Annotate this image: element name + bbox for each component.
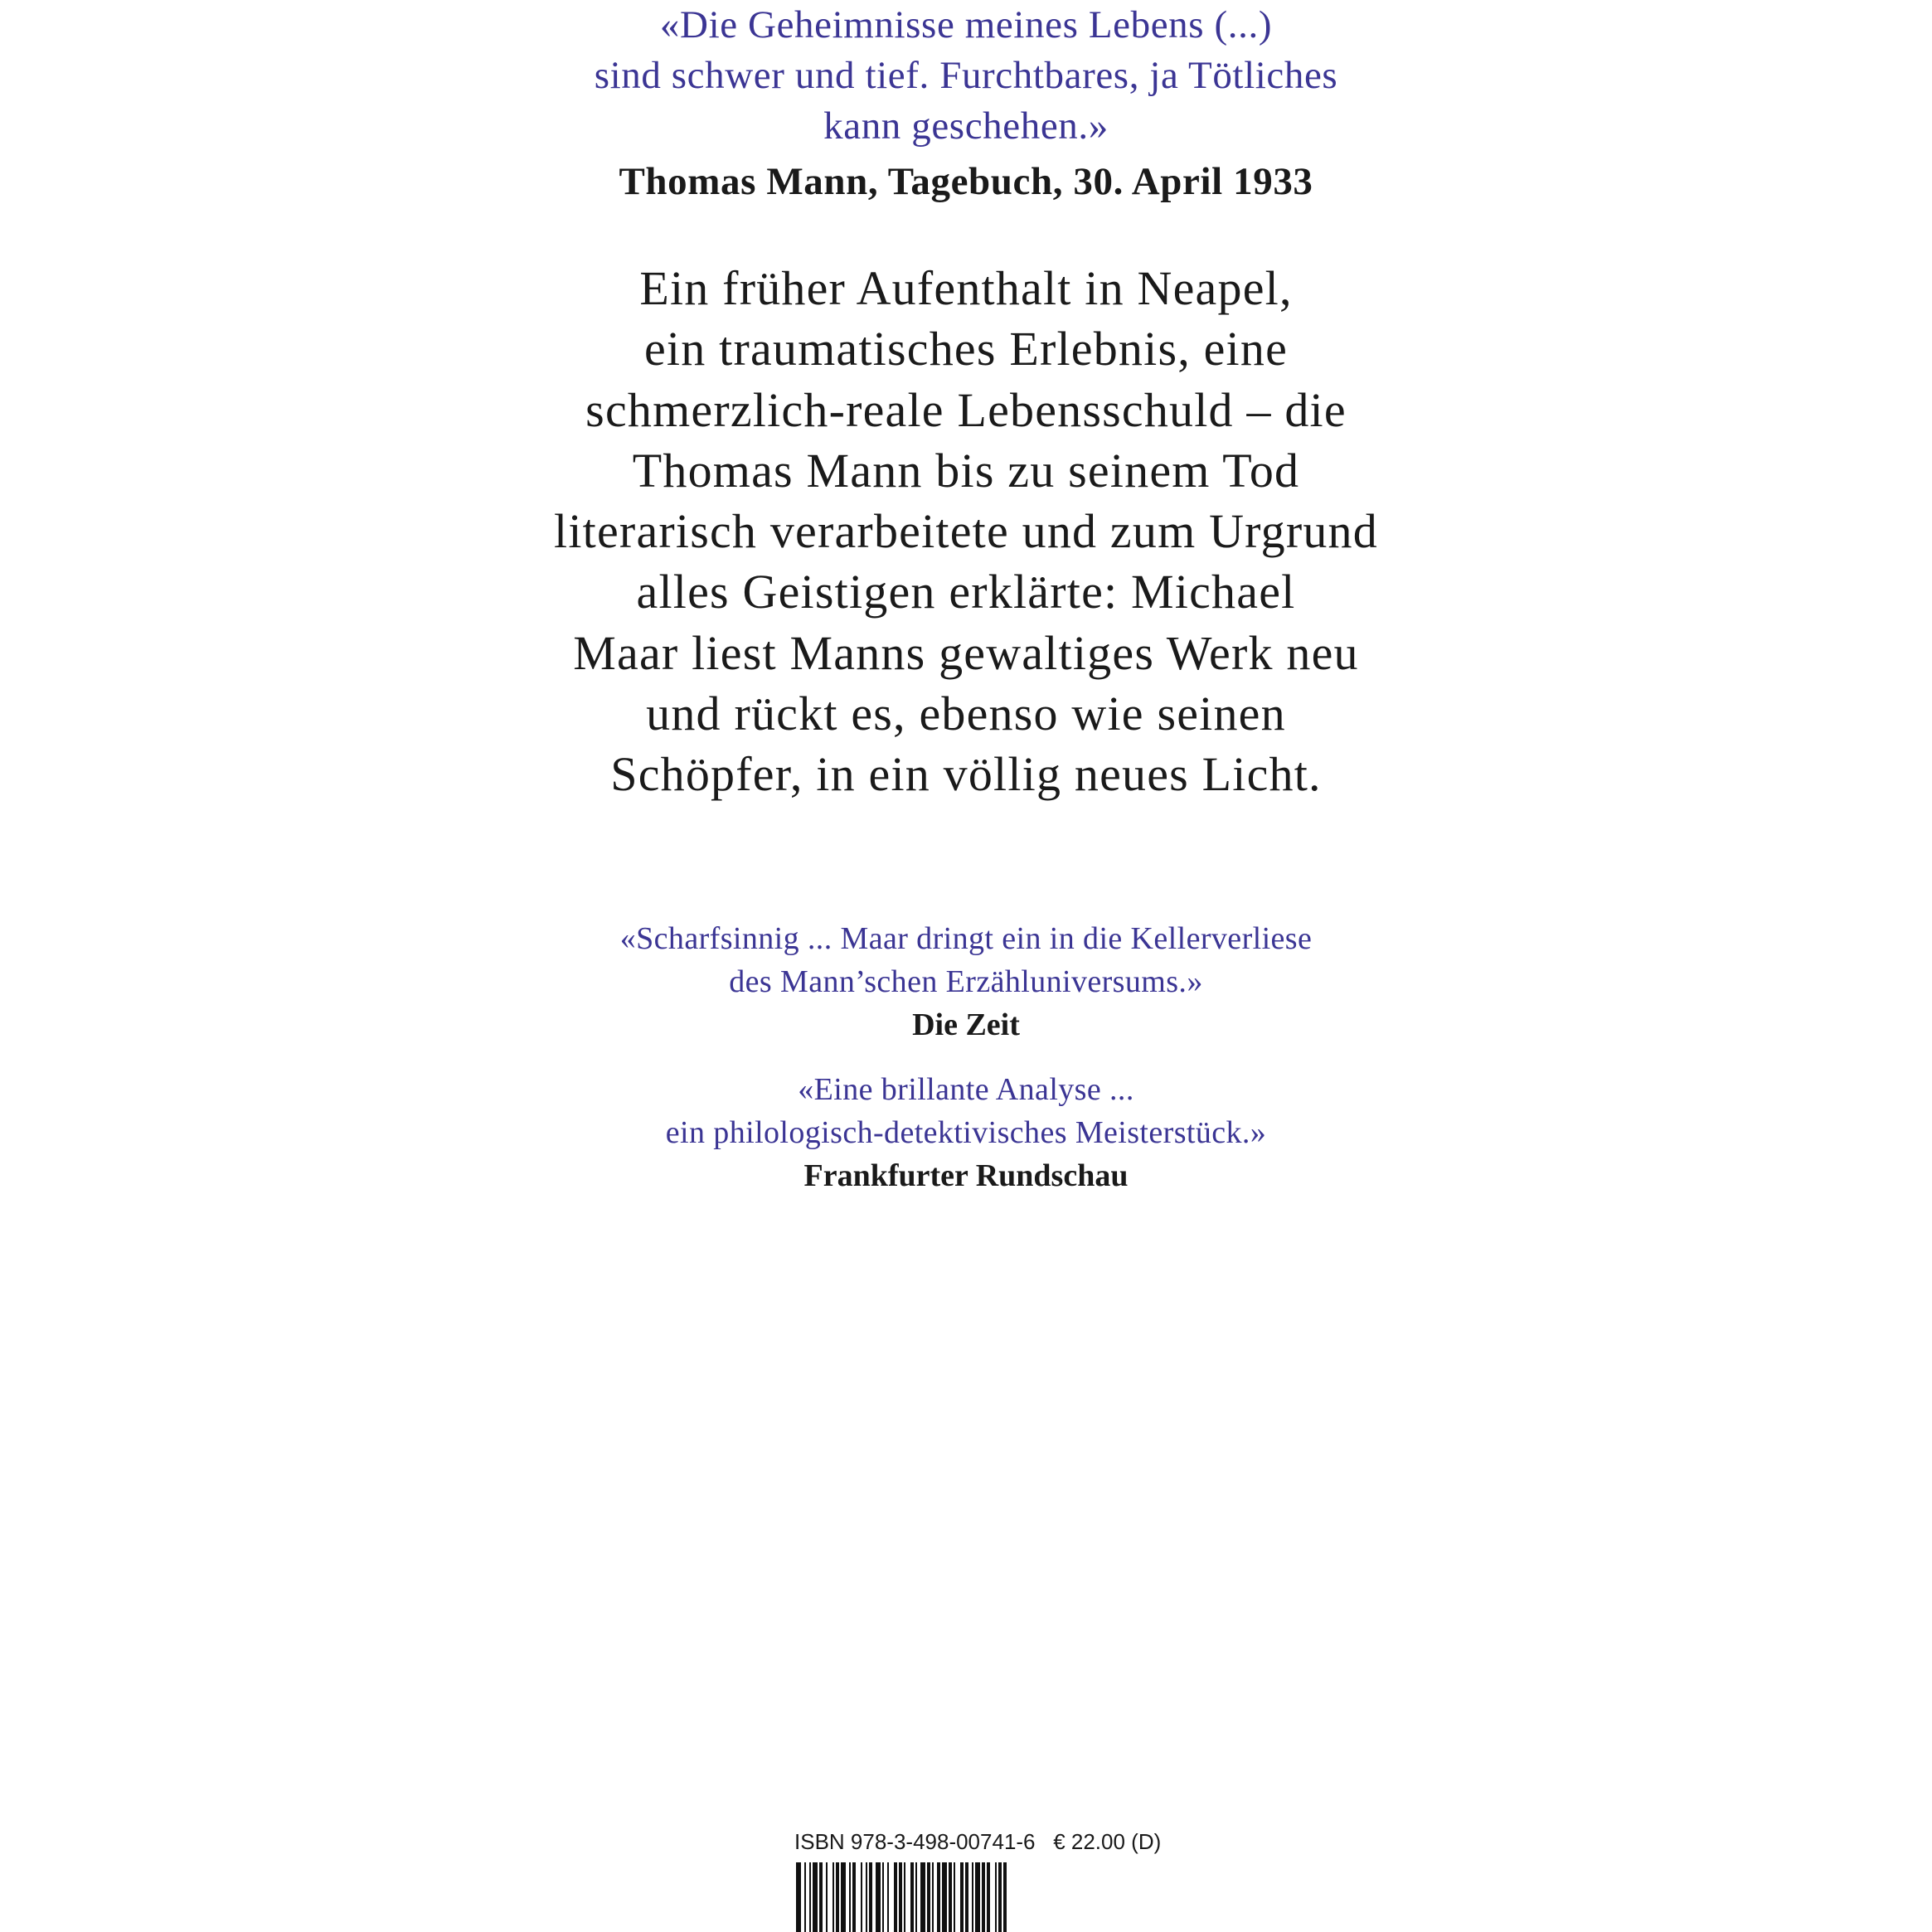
barcode-bar: [998, 1862, 1002, 1932]
barcode-bar: [899, 1862, 902, 1932]
barcode-graphic: [794, 1862, 1134, 1932]
review-line: ein philologisch-detektivisches Meisterstück.»: [665, 1115, 1267, 1150]
blurb-line: alles Geistigen erklärte: Michael: [636, 565, 1296, 619]
barcode-bar: [927, 1862, 930, 1932]
barcode-bar: [796, 1862, 801, 1932]
review-quote: [0, 1068, 1932, 1197]
barcode-bar: [937, 1862, 940, 1932]
epigraph-line: «Die Geheimnisse meines Lebens (...): [659, 3, 1273, 46]
barcode-bar: [960, 1862, 964, 1932]
review-source: Die Zeit: [912, 1007, 1020, 1042]
barcode-bar: [849, 1862, 851, 1932]
epigraph-line: sind schwer und tief. Furchtbares, ja Tötliches: [594, 54, 1338, 97]
review-quote: [0, 917, 1932, 1046]
barcode-bar: [876, 1862, 881, 1932]
barcode-bar: [987, 1862, 990, 1932]
isbn-price: ISBN 978-3-498-00741-6 € 22.00 (D): [794, 1829, 1162, 1854]
barcode-bar: [861, 1862, 862, 1932]
review-source: Frankfurter Rundschau: [803, 1158, 1129, 1193]
barcode-bar: [841, 1862, 846, 1932]
barcode-bar: [920, 1862, 925, 1932]
barcode-bar: [975, 1862, 980, 1932]
barcode-bar: [882, 1862, 884, 1932]
barcode-bar: [954, 1862, 955, 1932]
barcode-bar: [965, 1862, 968, 1932]
barcode-bar: [1003, 1862, 1007, 1932]
barcode-bar: [932, 1862, 934, 1932]
blurb-text: [0, 258, 1932, 805]
review-line: «Eine brillante Analyse ...: [798, 1072, 1134, 1107]
epigraph: [0, 0, 1932, 207]
barcode-bar: [894, 1862, 897, 1932]
blurb-line: Maar liest Manns gewaltiges Werk neu: [573, 625, 1359, 680]
barcode: [794, 1862, 1134, 1932]
barcode-bar: [813, 1862, 818, 1932]
review-line: «Scharfsinnig ... Maar dringt ein in die Kellerverliese: [619, 921, 1313, 956]
epigraph-attribution: Thomas Mann, Tagebuch, 30. April 1933: [619, 160, 1313, 203]
barcode-bar: [942, 1862, 947, 1932]
barcode-bar: [826, 1862, 828, 1932]
barcode-bar: [836, 1862, 839, 1932]
barcode-bar: [915, 1862, 917, 1932]
barcode-bar: [949, 1862, 952, 1932]
barcode-bar: [866, 1862, 867, 1932]
barcode-bar: [852, 1862, 856, 1932]
barcode-bar: [972, 1862, 973, 1932]
blurb-line: Thomas Mann bis zu seinem Tod: [632, 443, 1300, 498]
barcode-bar: [809, 1862, 811, 1932]
blurb-line: schmerzlich-reale Lebensschuld – die: [585, 382, 1347, 437]
barcode-bar: [995, 1862, 997, 1932]
barcode-bar: [804, 1862, 806, 1932]
blurb-line: literarisch verarbeitete und zum Urgrund: [554, 504, 1378, 559]
barcode-bar: [910, 1862, 914, 1932]
barcode-bar: [819, 1862, 823, 1932]
blurb-line: ein traumatisches Erlebnis, eine: [643, 322, 1289, 376]
barcode-bar: [869, 1862, 872, 1932]
barcode-bar: [904, 1862, 905, 1932]
blurb-line: und rückt es, ebenso wie seinen: [646, 687, 1286, 741]
barcode-bar: [887, 1862, 889, 1932]
epigraph-line: kann geschehen.»: [823, 104, 1109, 148]
blurb-line: Schöpfer, in ein völlig neues Licht.: [610, 747, 1322, 802]
barcode-bar: [833, 1862, 834, 1932]
review-line: des Mann’schen Erzähluniversums.»: [729, 964, 1203, 999]
blurb-line: Ein früher Aufenthalt in Neapel,: [639, 261, 1293, 315]
barcode-bar: [982, 1862, 985, 1932]
